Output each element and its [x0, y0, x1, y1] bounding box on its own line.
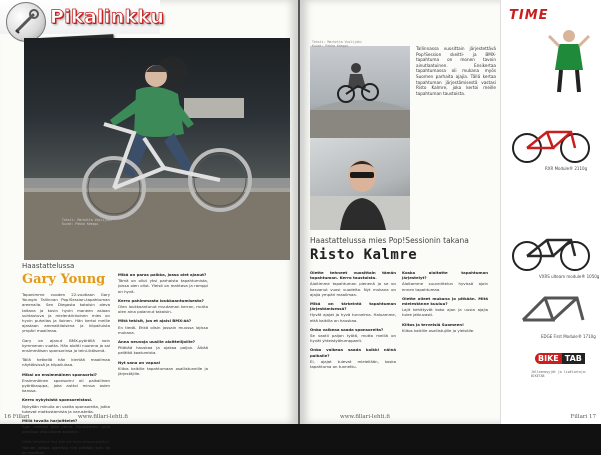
left-col2-q4: Anna neuvoja uusille aloittelijoille?	[118, 339, 195, 345]
right-page	[300, 0, 600, 424]
left-col2-q1: Mikä on paras paikka, jossa olet ajanut?	[118, 272, 207, 277]
right-col1-a4: Ei, ajajat tulevat mielellään, koska tapahtuma on tunnettu.	[310, 358, 396, 370]
left-col2-a3: En tiedä. Ehkä olisin jossain muussa lajissa mukana.	[118, 324, 208, 335]
ad-brand-logo: TIME	[509, 8, 549, 23]
left-col1-p1: Tällä hetkellä hän kiertää maailmaa näytöksissä ja kilpailuissa.	[22, 357, 110, 368]
dealer-logo-main: BIKE	[535, 353, 562, 364]
ad-product-1: RXR Module® 2110g	[545, 166, 588, 171]
bmx-jump-photo	[310, 46, 410, 142]
right-col2-q3: Kiitos ja terveisiä Suomeen!	[402, 321, 464, 327]
dealer-logo-suffix: TAB	[562, 353, 585, 364]
right-photo-credit: Teksti: Marketta Vuolijoki Kuvat: Pekka Kemppi	[312, 40, 362, 48]
left-url: www.fillari-lehti.fi	[78, 414, 128, 420]
right-intro	[416, 46, 496, 156]
left-col2-q5: Nyt sana on vapaa!	[118, 359, 161, 365]
right-col2-q1: Koska aloitatte tapahtuman järjestelyt?	[402, 270, 488, 281]
risto-portrait-photo	[310, 138, 410, 230]
left-kicker: Haastattelussa	[22, 262, 75, 270]
right-col1-q2: Mikä on tärkeintä tapahtuman järjestämisessä?	[310, 301, 396, 312]
left-mag-name: Fillari	[12, 414, 30, 420]
right-column-2	[402, 270, 488, 410]
right-col1-q1: Olette tehneet vuosittain tämän tapahtuman. Kerro taustoista.	[310, 270, 396, 281]
right-col2-a2: Lajit kehittyvät koko ajan ja uusia ajajia tulee jatkuvasti.	[402, 307, 488, 318]
bmx-rider-photo	[24, 38, 290, 260]
right-col2-a1: Aloitamme suunnittelun hyvissä ajoin ennen tapahtumaa.	[402, 281, 488, 292]
left-page-num: 16	[4, 414, 11, 420]
left-col2-q2: Kerro pahimmasta loukkaantumisesta?	[118, 297, 204, 303]
right-kicker: Haastattelussa mies Pop!Sessionin takana	[310, 236, 469, 245]
right-col2-q2: Olette olleet mukana jo pitkään. Mitä mielestänne kuuluu?	[402, 295, 488, 307]
ad-product-2: VXRS ulteam module® 1050g	[539, 274, 600, 279]
left-col2-q3: Mitä tekisit, jos et ajaisi BMX:ää?	[118, 318, 192, 324]
left-col2-a4: Pitäkää hauskaa ja ajakaa paljon. Älkää pelätkö kaatumista.	[118, 345, 208, 356]
right-url: www.fillari-lehti.fi	[340, 414, 390, 420]
left-col1-a1: Ensimmäinen sponsorini oli paikallinen pyöräkauppa, joka auttoi minua osien kanssa.	[22, 377, 110, 394]
left-col1-a4: Haluan jatkaa ajamista niin pitkään kuin se on hauskaa.	[22, 444, 110, 455]
right-intro-text: Tallinnassa vuosittain järjestettävä Pop!Session skeitti- ja BMX-tapahtuma on monen tavoin ainutlaatuinen. Ensikertaa tapahtumassa oli mukana myös Suomen parhaita ajajia. Tällä kertaa tapahtuman järjestämisestä vastasi Risto Kalmre, joka kertoi meille tapahtuman taustoista.	[416, 46, 496, 96]
wrench-icon	[7, 3, 45, 41]
left-column-2	[118, 272, 208, 412]
ad-product-3: EDGE First Module® 1710g	[541, 334, 596, 339]
left-col1-q2: Kerro nykyisistä sponsoreistasi.	[22, 397, 93, 403]
ad-bike-2	[511, 228, 591, 272]
left-col1-q4: Mitä tehtävä tai toivot tulevaisuudelta?	[22, 438, 110, 444]
left-col2-a2: Olen loukkaantunut muutaman kerran, mutta olen aina palannut takaisin.	[118, 304, 208, 315]
left-photo-credit: Teksti: Marketta Vuolijoki Kuvat: Pekka Kemppi	[62, 218, 112, 226]
left-page	[0, 0, 298, 455]
right-name: Risto Kalmre	[310, 247, 418, 263]
left-col2-a1: Tämä on ollut yksi parhaista tapahtumista, joissa olen ollut. Yleisö on mahtava ja ramppi on hyvä.	[118, 278, 208, 294]
right-page-num: 17	[589, 414, 596, 420]
right-col1-a2: Hyvät ajajat ja hyvä tunnelma. Haluamme, että kaikilla on hauskaa.	[310, 312, 396, 323]
right-col1-q4: Onko vaikeaa saada kaikki näinä paikalle?	[310, 347, 396, 358]
dealer-logo	[535, 352, 585, 364]
right-column-1	[310, 270, 396, 410]
section-title: Pikalinkku	[50, 6, 165, 28]
left-col1-q3: Millä tavalla harjoittelet?	[22, 418, 78, 424]
left-col1-q1: Miksi on ensimmäinen sponsorisi?	[22, 371, 97, 377]
right-col1-a1: Aloitimme tapahtuman pienenä ja se on kasvanut vuosi vuodelta. Nyt mukana on ajajia ympäri maailmaa.	[310, 281, 396, 297]
right-col2-a3: Kiitos kaikille osallistujille ja yleisölle.	[402, 327, 475, 333]
left-col2-a5: Kiitos kaikille tapahtumaan osallistuneille ja järjestäjille.	[118, 365, 208, 377]
right-col1-q3: Onko vaikeaa saada sponsoreita?	[310, 326, 384, 332]
left-intro-text: Tapanimme vuoden 22-vuotiaan Gary Youngin Tallinnan Pop!Session-tapahtuman areenalla. Sen Diegosta kotoisin oleva taitava ja kovin hyvin moneen asiaan suhtautuva ja mielenkiintoinen mies on hyvin puhelias ja iloinen. Hän kertoi meille ajastaan ammattilaisena ja kilpailuista ympäri maailmaa.	[22, 292, 110, 334]
left-page-number	[4, 414, 30, 420]
left-col1-a2: Nykyään minulla on useita sponsoreita, jotka tukevat matkustamista ja varusteita.	[22, 403, 110, 414]
left-name: Gary Young	[22, 272, 106, 287]
time-advertisement	[500, 0, 601, 424]
ad-frame	[515, 290, 591, 330]
ad-cyclist-photo	[541, 24, 597, 94]
ad-bike-1	[511, 120, 591, 164]
right-col1-a3: Se vaatii paljon työtä, mutta meillä on hyvät yhteistyökumppanit.	[310, 333, 396, 344]
right-page-number	[570, 414, 596, 420]
right-mag-name: Fillari	[570, 414, 588, 420]
left-col1-p0: Gary on ajanut BMX-pyörällä noin kymmenen vuotta. Hän aloitti nuorena ja sai ensimmäisen sponsorinsa jo teini-ikäisenä.	[22, 337, 110, 354]
dealer-info: Jälleenmyyjät ja lisätietoja: BIKETAB	[531, 370, 587, 378]
header-icon	[6, 2, 46, 42]
left-col1-a3: Ajan melkein joka päivä. Harjoittelen sekä parkissa että ulkona kaduilla.	[22, 424, 110, 435]
